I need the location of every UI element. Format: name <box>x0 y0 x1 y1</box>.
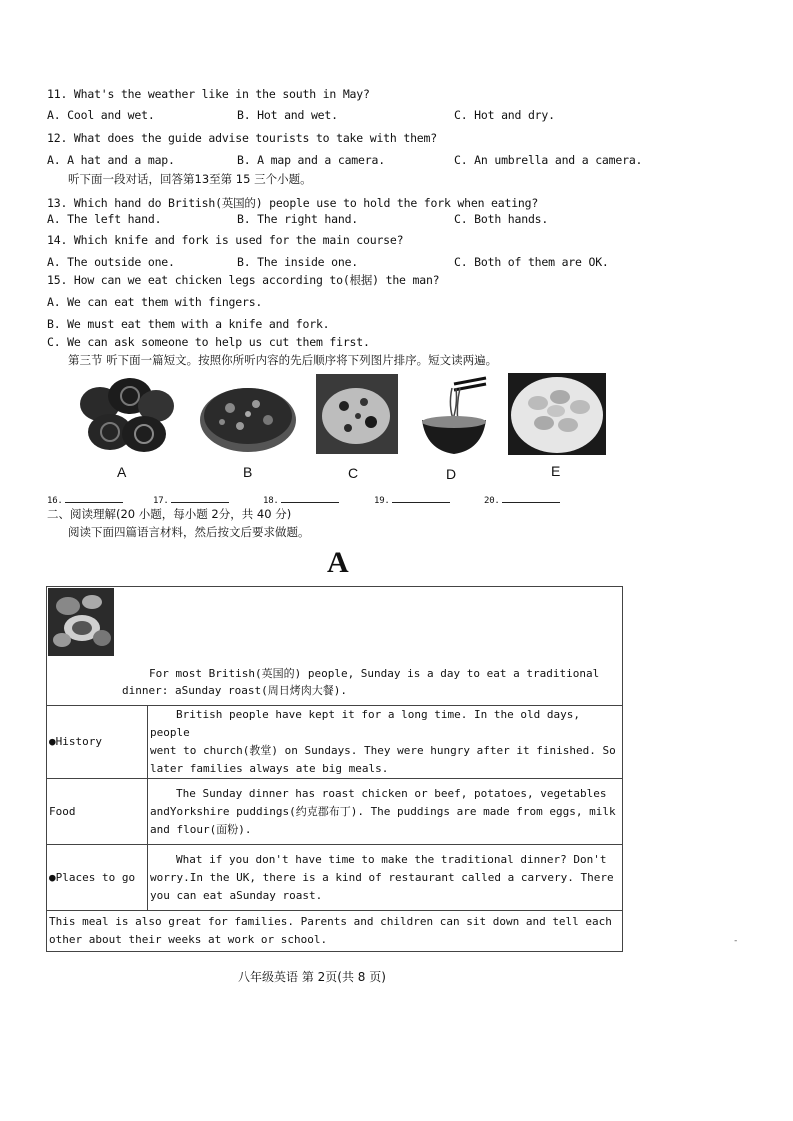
question-15-option-a: A. We can eat them with fingers. <box>47 295 263 309</box>
food-line-2: andYorkshire puddings(约克郡布丁). The puddings are made from eggs, milk <box>150 804 616 818</box>
picture-label-c: C <box>348 465 359 481</box>
noodles-image <box>418 376 490 456</box>
places-line-1: What if you don't have time to make the traditional dinner? Don't <box>176 852 607 866</box>
instruction-13-15: 听下面一段对话，回答第13至第 15 三个小题。 <box>68 172 312 186</box>
question-15-stem: 15. How can we eat chicken legs according to(根据) the man? <box>47 273 440 287</box>
answer-blank-17[interactable]: 17. <box>153 492 229 506</box>
cookie-image <box>316 374 398 454</box>
history-label: ●History <box>47 706 148 779</box>
passage-table <box>46 586 623 952</box>
question-13-option-c: C. Both hands. <box>454 212 549 226</box>
question-14-option-c: C. Both of them are OK. <box>454 255 609 269</box>
question-13-option-b: B. The right hand. <box>237 212 359 226</box>
stray-mark: - <box>733 936 739 946</box>
answer-blank-18[interactable]: 18. <box>263 492 339 506</box>
part-2-instruction: 阅读下面四篇语言材料，然后按文后要求做题。 <box>68 525 310 539</box>
picture-label-a: A <box>117 464 127 480</box>
question-11-option-a: A. Cool and wet. <box>47 108 155 122</box>
closing-text <box>47 911 623 952</box>
answer-blank-16[interactable]: 16. <box>47 492 123 506</box>
part-2-heading: 二、阅读理解(20 小题，每小题 2分，共 40 分) <box>47 507 292 521</box>
closing-line-1: This meal is also great for families. Parents and children can sit down and tell each <box>49 915 612 928</box>
food-line-1: The Sunday dinner has roast chicken or beef, potatoes, vegetables <box>176 786 607 800</box>
history-line-3: later families always ate big meals. <box>150 762 389 775</box>
picture-label-b: B <box>243 464 253 480</box>
section-3-instruction: 第三节 听下面一篇短文。按照你所听内容的先后顺序将下列图片排序。短文读两遍。 <box>68 353 498 367</box>
page-footer: 八年级英语 第 2页(共 8 页) <box>238 970 386 984</box>
question-14-stem: 14. Which knife and fork is used for the main course? <box>47 233 404 247</box>
places-text <box>148 845 623 911</box>
answer-blank-20[interactable]: 20. <box>484 492 560 506</box>
question-11-stem: 11. What's the weather like in the south in May? <box>47 87 370 101</box>
places-line-2: worry.In the UK, there is a kind of restaurant called a carvery. There <box>150 870 614 884</box>
passage-intro-cell <box>47 587 623 706</box>
closing-line-2: other about their weeks at work or school. <box>49 933 328 946</box>
passage-intro-line-2: dinner: aSunday roast(周日烤肉大餐). <box>122 684 347 697</box>
food-text <box>148 779 623 845</box>
question-13-stem: 13. Which hand do British(英国的) people use to hold the fork when eating? <box>47 196 539 210</box>
dumplings-image <box>508 373 606 455</box>
picture-label-d: D <box>446 466 457 482</box>
answer-blank-19[interactable]: 19. <box>374 492 450 506</box>
question-15-option-b: B. We must eat them with a knife and fork. <box>47 317 330 331</box>
question-15-option-c: C. We can ask someone to help us cut them first. <box>47 335 370 349</box>
question-12-option-a: A. A hat and a map. <box>47 153 175 167</box>
question-13-option-a: A. The left hand. <box>47 212 162 226</box>
history-line-1: British people have kept it for a long time. In the old days, people <box>150 708 580 739</box>
places-label: ●Places to go <box>47 845 148 911</box>
passage-intro-line-1: For most British(英国的) people, Sunday is a day to eat a traditional <box>149 667 600 680</box>
question-11-option-b: B. Hot and wet. <box>237 108 338 122</box>
pizza-image <box>198 378 298 454</box>
question-12-option-b: B. A map and a camera. <box>237 153 385 167</box>
history-line-2: went to church(教堂) on Sundays. They were hungry after it finished. So <box>150 744 616 757</box>
question-14-option-a: A. The outside one. <box>47 255 175 269</box>
passage-letter: A <box>327 546 349 579</box>
mooncakes-image <box>78 374 176 456</box>
food-line-3: and flour(面粉). <box>150 822 252 836</box>
question-11-option-c: C. Hot and dry. <box>454 108 555 122</box>
sunday-roast-image <box>48 588 114 656</box>
history-text <box>148 706 623 779</box>
question-12-option-c: C. An umbrella and a camera. <box>454 153 643 167</box>
places-line-3: you can eat aSunday roast. <box>150 888 323 902</box>
question-12-stem: 12. What does the guide advise tourists to take with them? <box>47 131 437 145</box>
food-label: Food <box>47 779 148 845</box>
question-14-option-b: B. The inside one. <box>237 255 359 269</box>
picture-label-e: E <box>551 463 561 479</box>
